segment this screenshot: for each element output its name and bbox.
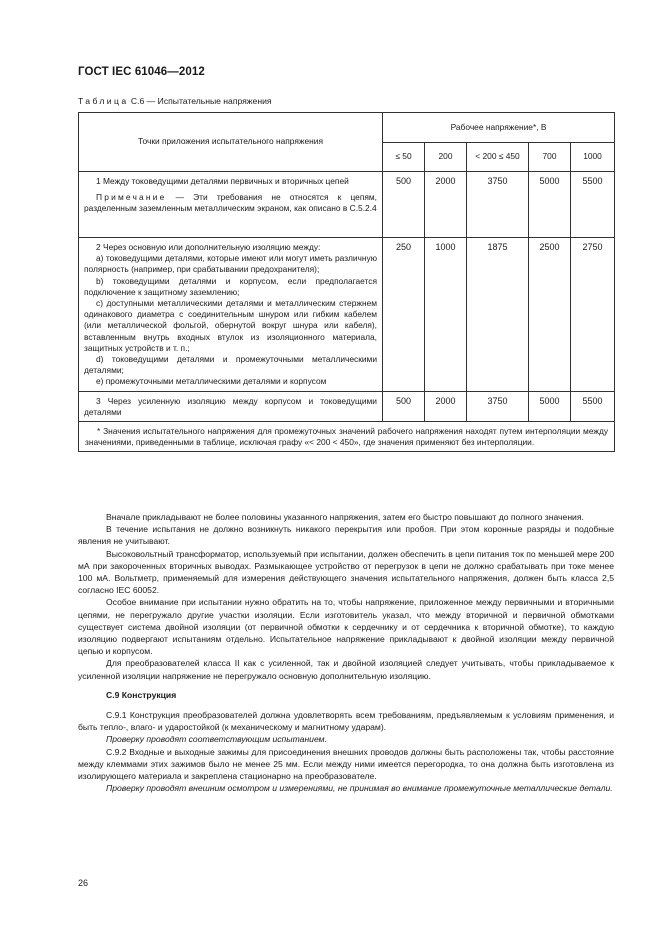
page-number: 26	[78, 878, 89, 888]
paragraph: Высоковольтный трансформатор, используемый при испытании, должен обеспечить в цепи питания ток по меньшей мере 200 мА при закороченных вторичных выводах. Размыкающее устройство от перегрузок в цепи не должно срабатывать при токе менее 100 мА. Вольтметр, применяемый для измерения действующего значения испытательного напряжения, должен быть класса 2,5 согласно IEC 60052.	[78, 548, 614, 596]
table-cell-value: 500	[383, 172, 425, 238]
row-text: 1 Между токоведущими деталями первичных и вторичных цепей	[96, 176, 349, 186]
table-caption-prefix: Таблица	[78, 96, 129, 106]
table-cell-value: 2000	[425, 391, 467, 421]
paragraph: Для преобразователей класса II как с усиленной, так и двойной изоляцией следует учитывать, чтобы прикладываемое к усиленной изоляции напряжение не перегружало основную дополнительную изоляцию.	[78, 658, 614, 681]
note-text: — Эти требования не относятся к цепям, разделенным заземленным металлическим экраном, как описано в С.5.2.4	[84, 192, 377, 214]
table-cell-value: 1875	[467, 238, 529, 392]
column-header-working-voltage: Рабочее напряжение*, В	[383, 113, 615, 143]
table-cell-value: 2750	[571, 238, 615, 392]
note-prefix: Примечание	[96, 192, 167, 203]
paragraph: С.9.1 Конструкция преобразователей должна удовлетворять всем требованиям, предъявляемым к условиям применения, и быть тепло-, влаго- и ударостойкой (к механическому и магнитному ударам).	[78, 710, 614, 733]
row-text: 2 Через основную или дополнительную изоляцию между:	[96, 242, 321, 252]
table-row	[79, 172, 615, 238]
table-cell-value: 2000	[425, 172, 467, 238]
table-footnote	[79, 422, 615, 452]
table-cell-value: 3750	[467, 391, 529, 421]
table-footnote-row	[79, 422, 615, 452]
verification-note: Проверку проводят внешним осмотром и измерениями, не принимая во внимание промежуточные металлические детали.	[106, 783, 613, 794]
table-cell-value: 5000	[529, 172, 571, 238]
table-cell-value: 5500	[571, 172, 615, 238]
paragraph: Особое внимание при испытании нужно обратить на то, чтобы напряжение, приложенное между первичными и вторичными цепями, не перегружало другие участки изоляции. Если изготовитель указал, что между вторичной и первичной обмотками существует система двойной изоляции (от первичной обмотки к сердечнику и от сердечника к вторичной обмотке), то каждую изоляцию подвергают испытаниям отдельно. Испытательное напряжение прикладывают к двойной изоляции между первичной цепью и корпусом.	[78, 597, 614, 657]
row-text: а) токоведущими деталями, которые имеют или могут иметь различную полярность (например, при срабатывании предохранителя);	[84, 253, 377, 275]
paragraph: С.9.2 Входные и выходные зажимы для присоединения внешних проводов должны быть расположены так, чтобы расстояние между клеммами этих зажимов было не менее 25 мм. Если между ними имеется перегородка, то она должна быть изготовлена из изолирующего материала и закреплена стационарно на преобразователе.	[78, 746, 614, 782]
table-cell-value: 2500	[529, 238, 571, 392]
row-description	[79, 238, 383, 392]
test-voltage-table	[78, 112, 615, 452]
paragraph: В течение испытания не должно возникнуть никакого перекрытия или пробоя. При этом коронные разряды и подобные явления не учитывают.	[78, 524, 614, 547]
footnote-text: * Значения испытательного напряжения для промежуточных значений рабочего напряжения находят путем интерполяции между значениями, приведенными в таблице, исключая графу «< 200 < 450», где значения применяют без интерполяции.	[85, 426, 609, 448]
column-header-points: Точки приложения испытательного напряжения	[79, 113, 383, 172]
table-caption	[78, 96, 272, 106]
table-caption-number: С.6 —	[128, 96, 158, 106]
table-caption-text: Испытательные напряжения	[157, 96, 272, 106]
table-row	[79, 238, 615, 392]
row-text: d) токоведущими деталями и промежуточными металлическими деталями;	[84, 354, 377, 376]
table-cell-value: 5000	[529, 391, 571, 421]
column-header-voltage: 200	[425, 143, 467, 172]
table-cell-value: 250	[383, 238, 425, 392]
column-header-voltage: 1000	[571, 143, 615, 172]
row-text: е) промежуточными металлическими деталями и корпусом	[96, 376, 327, 387]
body-text	[78, 511, 614, 794]
column-header-voltage: < 200 ≤ 450	[467, 143, 529, 172]
row-note	[84, 192, 377, 214]
table-cell-value: 500	[383, 391, 425, 421]
table-cell-value: 1000	[425, 238, 467, 392]
table-cell-value: 5500	[571, 391, 615, 421]
table-cell-value: 3750	[467, 172, 529, 238]
row-description	[79, 391, 383, 421]
row-text: 3 Через усиленную изоляцию между корпусом и токоведущими деталями	[84, 395, 377, 417]
paragraph: Вначале прикладывают не более половины указанного напряжения, затем его быстро повышают до полного значения.	[106, 512, 584, 522]
document-header: ГОСТ IEC 61046—2012	[78, 66, 205, 78]
row-text: b) токоведущими деталями и корпусом, если предполагается подключение к защитному заземлению;	[84, 275, 377, 297]
column-header-voltage: 700	[529, 143, 571, 172]
verification-note: Проверку проводят соответствующим испытанием.	[106, 734, 327, 745]
row-description	[79, 172, 383, 238]
row-text: с) доступными металлическими деталями и металлическим стержнем одинакового диаметра с соединительным шнуром или гибким кабелем (или металлической фольгой, обернутой вокруг шнура или кабеля), вставленным внутрь входных втулок из изоляционного материала, защитных устройств и т. п.;	[84, 298, 377, 353]
table-row	[79, 391, 615, 421]
column-header-voltage: ≤ 50	[383, 143, 425, 172]
section-heading: С.9 Конструкция	[106, 689, 177, 700]
